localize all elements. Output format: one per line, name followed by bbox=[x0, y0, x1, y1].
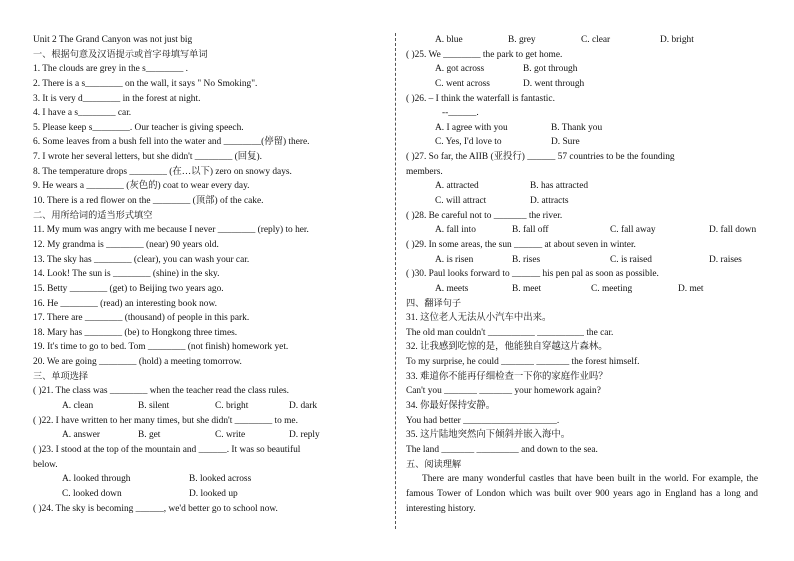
question-line: 10. There is a red flower on the ________ (顶部) of the cake. bbox=[33, 196, 264, 207]
option: C. will attract bbox=[435, 196, 487, 207]
question-line: 11. My mum was angry with me because I never ________ (reply) to her. bbox=[33, 225, 309, 236]
option: B. Thank you bbox=[551, 122, 603, 133]
question-line: 4. I have a s________ car. bbox=[33, 108, 132, 119]
options-23b bbox=[33, 487, 385, 502]
option: B. meet bbox=[512, 283, 542, 294]
option: C. meeting bbox=[591, 283, 633, 294]
option: A. looked through bbox=[62, 474, 131, 485]
question-line: 17. There are ________ (thousand) of people in this park. bbox=[33, 313, 250, 324]
translation-line: Can't you _______ _______ your homework again? bbox=[406, 386, 601, 397]
question-23: ( )23. I stood at the top of the mountain and ______. It was so beautiful bbox=[33, 444, 301, 455]
translation-line: The old man couldn't __________ __________ the car. bbox=[406, 327, 614, 338]
options-27a bbox=[406, 179, 758, 194]
option: C. bright bbox=[215, 401, 249, 412]
question-25: ( )25. We ________ the park to get home. bbox=[406, 49, 563, 60]
options-24 bbox=[406, 33, 758, 48]
translation-line: The land _______ _________ and down to the sea. bbox=[406, 444, 598, 455]
translation-prompt: 31. 这位老人无法从小汽车中出来。 bbox=[406, 313, 552, 324]
question-line: 20. We are going ________ (hold) a meeting tomorrow. bbox=[33, 357, 242, 368]
section-2-heading: 二、用所给词的适当形式填空 bbox=[33, 209, 153, 221]
question-line: 16. He ________ (read) an interesting book now. bbox=[33, 298, 217, 309]
option: B. rises bbox=[512, 254, 541, 265]
column-divider bbox=[395, 33, 396, 529]
option: B. got through bbox=[523, 64, 578, 75]
options-25b bbox=[406, 77, 758, 92]
options-26a bbox=[406, 121, 758, 136]
option: C. is raised bbox=[610, 254, 652, 265]
question-27: ( )27. So far, the AIIB (亚投行) ______ 57 countries to be the founding bbox=[406, 152, 675, 163]
options-25a bbox=[406, 62, 758, 77]
question-line: 1. The clouds are grey in the s________ . bbox=[33, 64, 189, 75]
option: C. clear bbox=[581, 35, 611, 45]
question-line: 7. I wrote her several letters, but she didn't ________ (回复). bbox=[33, 152, 262, 163]
left-column bbox=[33, 33, 385, 516]
translation-prompt: 33. 难道你不能再仔细检查一下你的家庭作业吗？ bbox=[406, 371, 608, 382]
option: D. bright bbox=[660, 35, 694, 45]
question-line: 15. Betty ________ (get) to Beijing two years ago. bbox=[33, 283, 224, 294]
question-line: 14. Look! The sun is ________ (shine) in the sky. bbox=[33, 269, 220, 280]
option: A. blue bbox=[435, 35, 463, 45]
question-line: 2. There is a s________ on the wall, it says " No Smoking". bbox=[33, 78, 258, 89]
options-30 bbox=[406, 282, 758, 297]
options-21 bbox=[33, 399, 385, 414]
option: A. fall into bbox=[435, 225, 476, 236]
options-26b bbox=[406, 135, 758, 150]
option: B. silent bbox=[138, 401, 170, 412]
section-4-heading: 四、翻译句子 bbox=[406, 297, 462, 309]
question-line: 3. It is very d________ in the forest at night. bbox=[33, 93, 201, 104]
options-22 bbox=[33, 428, 385, 443]
options-23a bbox=[33, 472, 385, 487]
section-5-heading: 五、阅读理解 bbox=[406, 458, 462, 470]
option: B. looked across bbox=[189, 474, 252, 485]
question-line: 19. It's time to go to bed. Tom ________ (not finish) homework yet. bbox=[33, 342, 289, 353]
question-27-continued: members. bbox=[406, 166, 443, 177]
worksheet-title: Unit 2 The Grand Canyon was not just big bbox=[33, 35, 193, 45]
option: A. clean bbox=[62, 401, 94, 412]
option: A. attracted bbox=[435, 181, 479, 192]
question-28: ( )28. Be careful not to _______ the river. bbox=[406, 210, 563, 221]
question-26-reply: --______. bbox=[442, 108, 479, 119]
option: B. fall off bbox=[512, 225, 549, 236]
option: B. has attracted bbox=[530, 181, 589, 192]
option: A. meets bbox=[435, 283, 469, 294]
option: D. reply bbox=[289, 430, 320, 441]
option: D. met bbox=[678, 283, 704, 294]
option: B. grey bbox=[508, 35, 536, 45]
question-30: ( )30. Paul looks forward to ______ his pen pal as soon as possible. bbox=[406, 269, 659, 280]
question-21: ( )21. The class was ________ when the teacher read the class rules. bbox=[33, 386, 289, 397]
question-22: ( )22. I have written to her many times, but she didn't ________ to me. bbox=[33, 415, 298, 426]
option: C. looked down bbox=[62, 488, 122, 499]
option: A. answer bbox=[62, 430, 101, 441]
translation-prompt: 32. 让我感到吃惊的是，他能独自穿越这片森林。 bbox=[406, 342, 608, 353]
translation-prompt: 34. 你最好保持安静。 bbox=[406, 401, 496, 412]
option: C. fall away bbox=[610, 225, 656, 236]
option: B. get bbox=[138, 430, 161, 441]
question-line: 5. Please keep s________. Our teacher is giving speech. bbox=[33, 122, 244, 133]
section-3-heading: 三、单项选择 bbox=[33, 370, 89, 382]
option: D. fall down bbox=[709, 225, 757, 236]
option: C. went across bbox=[435, 78, 490, 89]
translation-prompt: 35. 这片陆地突然向下倾斜并嵌入海中。 bbox=[406, 430, 571, 441]
question-line: 9. He wears a ________ (灰色的) coat to wear every day. bbox=[33, 181, 250, 192]
options-29 bbox=[406, 253, 758, 268]
option: D. attracts bbox=[530, 196, 569, 207]
section-1-heading: 一、根据句意及汉语提示或首字母填写单词 bbox=[33, 48, 208, 60]
option: D. went through bbox=[523, 78, 585, 89]
option: A. is risen bbox=[435, 254, 474, 265]
right-column bbox=[406, 33, 758, 516]
question-line: 6. Some leaves from a bush fell into the water and ________(停留) there. bbox=[33, 137, 310, 148]
question-line: 13. The sky has ________ (clear), you can wash your car. bbox=[33, 254, 250, 265]
translation-line: To my surprise, he could _______ _______ the forest himself. bbox=[406, 357, 640, 368]
option: D. raises bbox=[709, 254, 742, 265]
question-line: 18. Mary has ________ (be) to Hongkong three times. bbox=[33, 327, 238, 338]
question-24: ( )24. The sky is becoming ______, we'd better go to school now. bbox=[33, 503, 278, 514]
question-line: 12. My grandma is ________ (near) 90 years old. bbox=[33, 239, 219, 250]
question-26: ( )26. – I think the waterfall is fantastic. bbox=[406, 93, 555, 104]
option: D. Sure bbox=[551, 137, 580, 148]
options-27b bbox=[406, 194, 758, 209]
options-28 bbox=[406, 223, 758, 238]
option: C. write bbox=[215, 430, 246, 441]
option: A. got across bbox=[435, 64, 485, 75]
option: A. I agree with you bbox=[435, 122, 508, 133]
option: C. Yes, I'd love to bbox=[435, 137, 502, 148]
reading-passage: There are many wonderful castles that have been built in the world. For example, the famous Tower of London which was built over 900 years ago in England has a long and interesting history. bbox=[406, 474, 758, 514]
question-23-continued: below. bbox=[33, 459, 58, 470]
translation-line: You had better ____________________. bbox=[406, 415, 560, 426]
option: D. looked up bbox=[189, 488, 238, 499]
question-line: 8. The temperature drops ________ (在…以下) zero on snowy days. bbox=[33, 166, 292, 177]
option: D. dark bbox=[289, 401, 318, 412]
question-29: ( )29. In some areas, the sun ______ at about seven in winter. bbox=[406, 239, 636, 250]
